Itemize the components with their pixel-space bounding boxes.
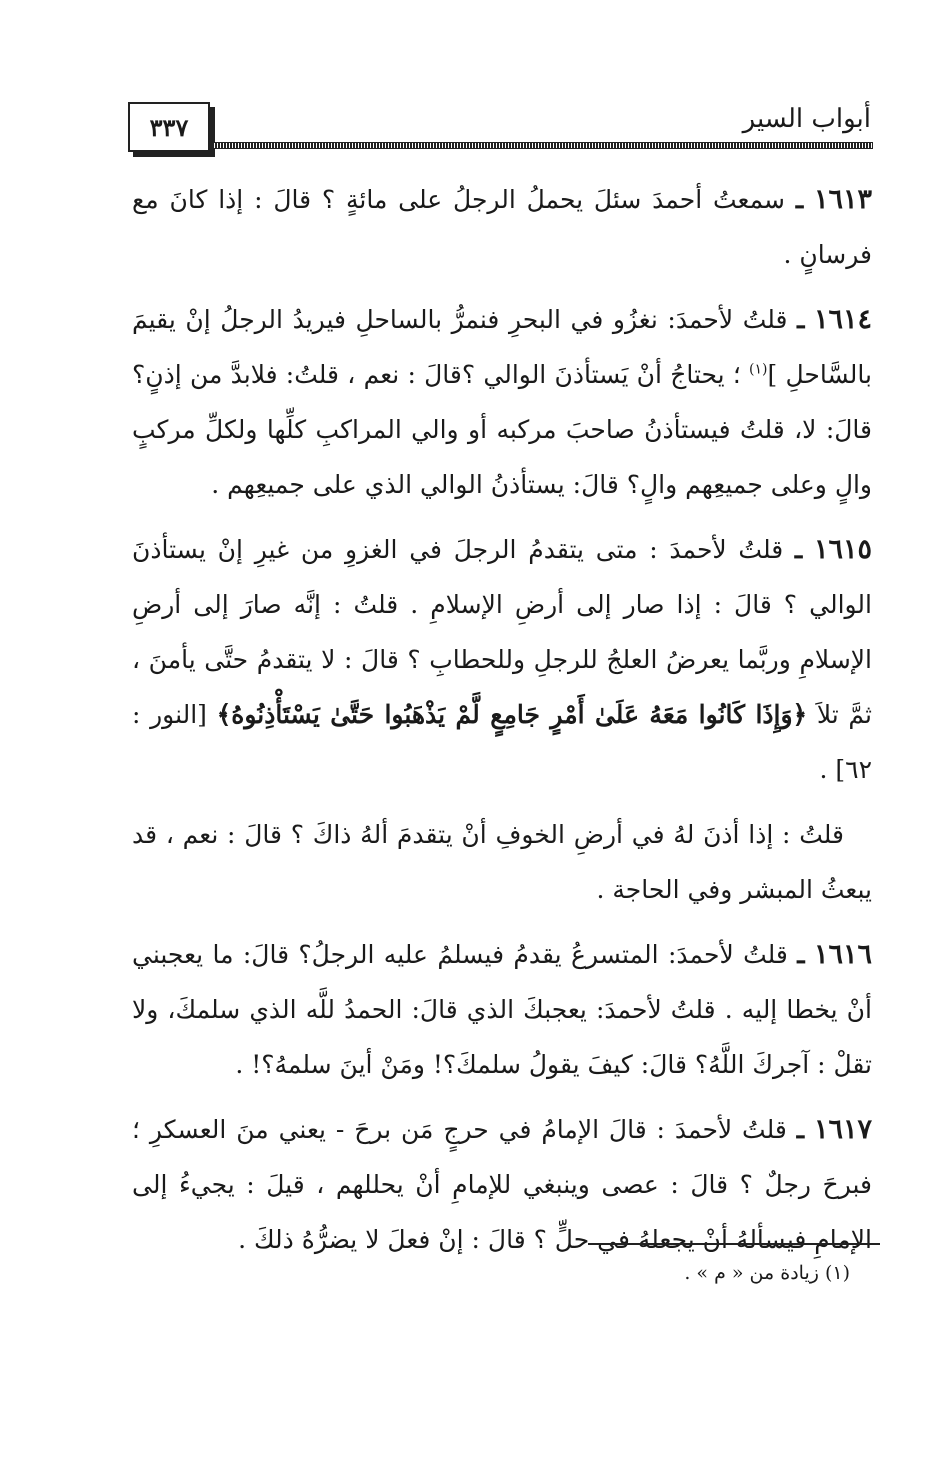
paragraph-number: ١٦١٤	[813, 304, 872, 335]
paragraph-text: سمعتُ أحمدَ سئلَ يحملُ الرجلُ على مائةٍ ؟ قالَ : إذا كانَ مع فرسانٍ .	[132, 185, 872, 269]
paragraph-number: ١٦١٥	[814, 534, 873, 565]
paragraph-1614	[132, 292, 872, 512]
body-text	[132, 172, 872, 1277]
paragraph-continuation	[132, 807, 872, 917]
number-dash: ـ	[797, 305, 805, 334]
header-rule	[212, 142, 873, 149]
footnote-reference: (١)	[749, 361, 768, 378]
page-header	[128, 92, 873, 154]
footnote-rule	[588, 1243, 880, 1245]
paragraph-1616	[132, 927, 872, 1092]
paragraph-1613	[132, 172, 872, 282]
paragraph-number: ١٦١٣	[813, 184, 872, 215]
paragraph-text-continued: ؛ يحتاجُ أنْ يَستأذنَ الوالي ؟قالَ : نعم ، قلتُ: فلابدَّ من إذنٍ؟ قالَ: لا، قلتُ فيستأذنُ صاحبَ مركبه أو والي المراكبِ كلِّها ولكلِّ مركبٍ والٍ وعلى جميعِهم والٍ؟ قالَ: يستأذنُ الوالي الذي على جميعِهم .	[132, 360, 872, 499]
number-dash: ـ	[797, 940, 805, 969]
verse-citation: [النور : ٦٢] .	[132, 700, 872, 784]
footnote: (١) زيادة من « م » .	[684, 1262, 850, 1284]
running-title: أبواب السير	[742, 104, 871, 134]
quran-verse: ﴿وَإِذَا كَانُوا مَعَهُ عَلَىٰ أَمْرٍ جَامِعٍ لَّمْ يَذْهَبُوا حَتَّىٰ يَسْتَأْذِنُوهُ﴾	[216, 700, 808, 729]
number-dash: ـ	[795, 185, 804, 214]
page-number: ٣٣٧	[128, 102, 210, 152]
number-dash: ـ	[796, 1115, 805, 1144]
paragraph-text: قلتُ لأحمدَ: المتسرعُ يقدمُ فيسلمُ عليه الرجلُ؟ قالَ: ما يعجبني أنْ يخطا إليه . قلتُ لأحمدَ: يعجبكَ الذي قالَ: الحمدُ للَّه الذي سلمكَ، ولا تقلْ : آجركَ اللَّهُ؟ قالَ: كيفَ يقولُ سلمكَ؟! ومَنْ أينَ سلمهُ؟! .	[132, 940, 872, 1079]
number-dash: ـ	[794, 535, 803, 564]
paragraph-number: ١٦١٦	[813, 939, 872, 970]
paragraph-1615	[132, 522, 872, 797]
paragraph-text: قلتُ : إذا أذنَ لهُ في أرضِ الخوفِ أنْ يتقدمَ ألهُ ذاكَ ؟ قالَ : نعم ، قد يبعثُ المبشر وفي الحاجة .	[132, 820, 872, 904]
paragraph-number: ١٦١٧	[813, 1114, 872, 1145]
paragraph-text: قلتُ لأحمدَ : قالَ الإمامُ في حرجٍ مَن برحَ - يعني منَ العسكرِ ؛ فبرحَ رجلٌ ؟ قالَ : عصى وينبغي للإمامِ أنْ يحللهم ، قيلَ : يجيءُ إلى الإمامِ فيسألهُ أنْ يجعلهُ في حلٍّ ؟ قالَ : إنْ فعلَ لا يضرُّهُ ذلكَ .	[132, 1115, 872, 1254]
paragraph-text: قلتُ لأحمدَ: نغزُو في البحرِ فنمرُّ بالساحلِ فيريدُ الرجلُ إنْ يقيمَ بالسَّاحلِ ]	[132, 305, 872, 389]
paragraph-text: قلتُ لأحمدَ : متى يتقدمُ الرجلَ في الغزوِ من غيرِ إنْ يستأذنَ الوالي ؟ قالَ : إذا صار إلى أرضِ الإسلامِ . قلتُ : إنَّه صارَ إلى أرضِ الإسلامِ وربَّما يعرضُ العلجُ للرجلِ وللحطابِ ؟ قالَ : لا يتقدمُ حتَّى يأمنَ ، ثمَّ تلاَ	[132, 535, 873, 729]
